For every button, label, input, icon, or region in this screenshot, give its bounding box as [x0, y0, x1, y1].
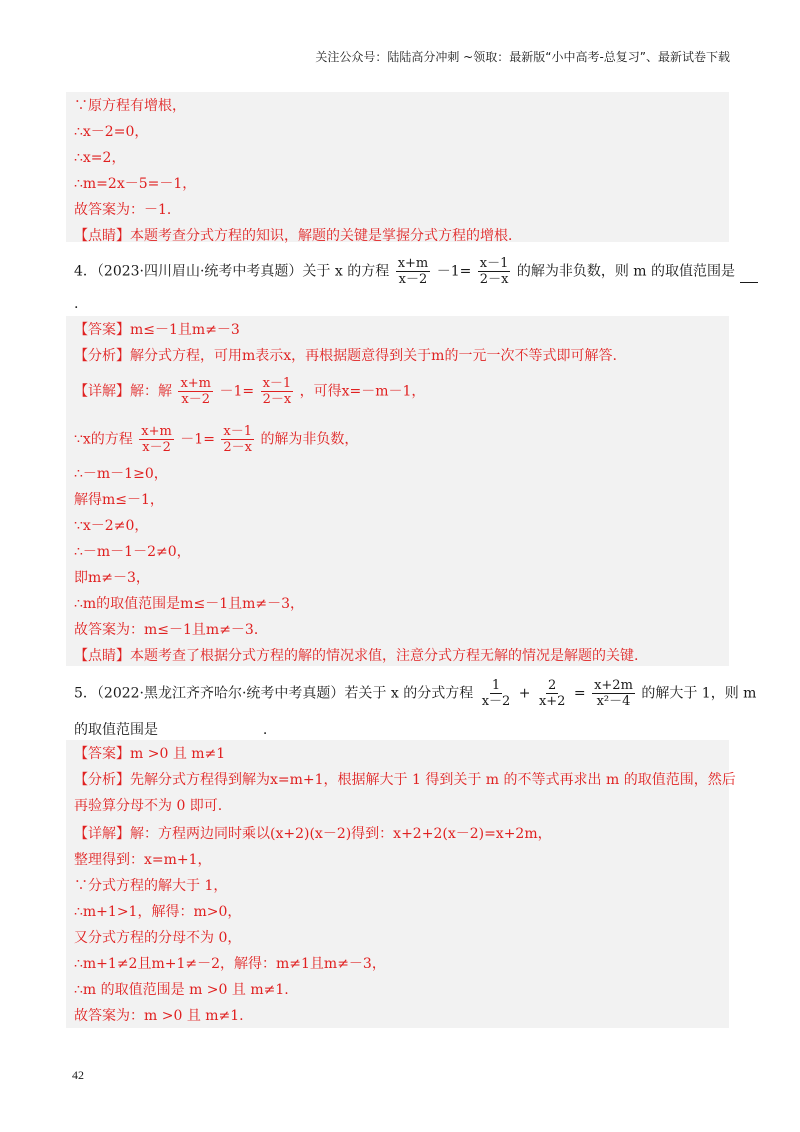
- fraction: [178, 376, 213, 407]
- fraction: [139, 424, 174, 455]
- detail-text: 【详解】解：解: [74, 383, 172, 400]
- page-header: 关注公众号：陆陆高分冲刺 ~领取：最新版“小中高考-总复习”、最新试卷下载: [315, 50, 730, 64]
- detail-line: [74, 424, 358, 455]
- detail-line: ∴m的取值范围是m≤－1且m≠－3，: [74, 596, 305, 612]
- question-text: 4．（2023·四川眉山·统考中考真题）关于 x 的方程: [74, 263, 390, 280]
- fraction-numerator: 1: [491, 678, 501, 693]
- fraction-denominator: 2－x: [262, 392, 292, 407]
- answer-line: 【答案】m≤－1且m≠－3: [74, 322, 240, 338]
- fraction-numerator: x+m: [141, 424, 172, 439]
- detail-text: 的解为非负数，: [260, 431, 359, 448]
- detail-line: [74, 376, 425, 407]
- fraction-denominator: x－2: [181, 392, 211, 407]
- detail-line: ∵x－2≠0，: [74, 518, 149, 534]
- question-text: =: [573, 685, 586, 702]
- fraction: [592, 678, 635, 709]
- fraction-numerator: x－1: [262, 376, 292, 391]
- fraction-denominator: x－2: [481, 694, 511, 709]
- detail-line: ∴m 的取值范围是 m >0 且 m≠1.: [74, 982, 289, 998]
- analysis-line: 【分析】解分式方程，可用m表示x，再根据题意得到关于m的一元一次不等式即可解答.: [74, 348, 617, 364]
- detail-text: ，可得x=－m－1，: [299, 383, 426, 400]
- detail-line: 整理得到：x=m+1，: [74, 852, 212, 868]
- detail-line: ∴m+1≠2且m+1≠－2，解得：m≠1且m≠－3，: [74, 956, 386, 972]
- fraction: [221, 424, 254, 455]
- detail-text: －1=: [180, 431, 215, 448]
- fraction-numerator: x+m: [180, 376, 212, 391]
- fraction-denominator: x－2: [398, 272, 428, 287]
- question-4: [74, 256, 758, 287]
- answer-blank: [162, 720, 258, 741]
- analysis-line: 【分析】先解分式方程得到解为x=m+1，根据解大于 1 得到关于 m 的不等式再求出 m 的取值范围，然后: [74, 772, 736, 788]
- fraction-numerator: x－1: [479, 256, 509, 271]
- fraction-numerator: x+2m: [594, 678, 633, 693]
- fraction-denominator: x²－4: [596, 694, 631, 709]
- solution-line: ∴x=2，: [74, 150, 126, 166]
- fraction-numerator: x－1: [223, 424, 252, 439]
- answer-blank: [740, 262, 758, 283]
- question-5-line-2: [74, 720, 267, 741]
- fraction-denominator: 2－x: [223, 440, 252, 455]
- question-text: 的解为非负数，则 m 的取值范围是: [516, 263, 736, 280]
- question-text: 的解大于 1，则 m: [641, 685, 757, 702]
- fraction: [537, 678, 568, 709]
- solution-line: ∴m=2x－5=－1，: [74, 176, 197, 192]
- question-5: [74, 678, 756, 709]
- solution-line: ∵原方程有增根，: [74, 98, 186, 114]
- fraction-denominator: x－2: [142, 440, 171, 455]
- detail-line: ∴－m－1－2≠0，: [74, 544, 191, 560]
- fraction: [480, 678, 513, 709]
- detail-line: 故答案为：m≤－1且m≠－3．: [74, 622, 268, 638]
- detail-line: ∴m+1>1，解得：m>0，: [74, 904, 242, 920]
- detail-line: ∴－m－1≥0，: [74, 466, 168, 482]
- key-point-line: 【点睛】本题考查分式方程的知识，解题的关键是掌握分式方程的增根．: [74, 228, 522, 244]
- fraction-denominator: 2－x: [479, 272, 509, 287]
- detail-text: －1=: [219, 383, 255, 400]
- answer-line: 【答案】m >0 且 m≠1: [74, 746, 226, 762]
- question-text: 的取值范围是: [74, 722, 158, 738]
- solution-line: 故答案为：－1．: [74, 202, 181, 218]
- detail-line: 解得m≤－1，: [74, 492, 164, 508]
- analysis-line: 再验算分母不为 0 即可.: [74, 798, 223, 814]
- fraction-numerator: 2: [548, 678, 557, 693]
- fraction-numerator: x+m: [397, 256, 429, 271]
- question-text: －1=: [436, 263, 472, 280]
- page-number: 42: [72, 1068, 84, 1082]
- detail-line: 又分式方程的分母不为 0，: [74, 930, 242, 946]
- question-text: +: [518, 685, 531, 702]
- detail-line: 【详解】解：方程两边同时乘以(x+2)(x－2)得到：x+2+2(x－2)=x+2m，: [74, 826, 552, 842]
- detail-line: ∵分式方程的解大于 1，: [74, 878, 228, 894]
- question-text: .: [262, 722, 268, 738]
- fraction: [478, 256, 511, 287]
- detail-line: 即m≠－3，: [74, 570, 150, 586]
- detail-line: 故答案为：m >0 且 m≠1.: [74, 1008, 244, 1024]
- solution-line: ∴x－2=0，: [74, 124, 149, 140]
- fraction-denominator: x+2: [538, 694, 566, 709]
- detail-text: ∵x的方程: [74, 431, 133, 448]
- fraction: [396, 256, 431, 287]
- question-dot: .: [74, 296, 79, 312]
- fraction: [261, 376, 294, 407]
- key-point-line: 【点睛】本题考查了根据分式方程的解的情况求值，注意分式方程无解的情况是解题的关键.: [74, 648, 639, 664]
- question-text: 5．（2022·黑龙江齐齐哈尔·统考中考真题）若关于 x 的分式方程: [74, 685, 474, 702]
